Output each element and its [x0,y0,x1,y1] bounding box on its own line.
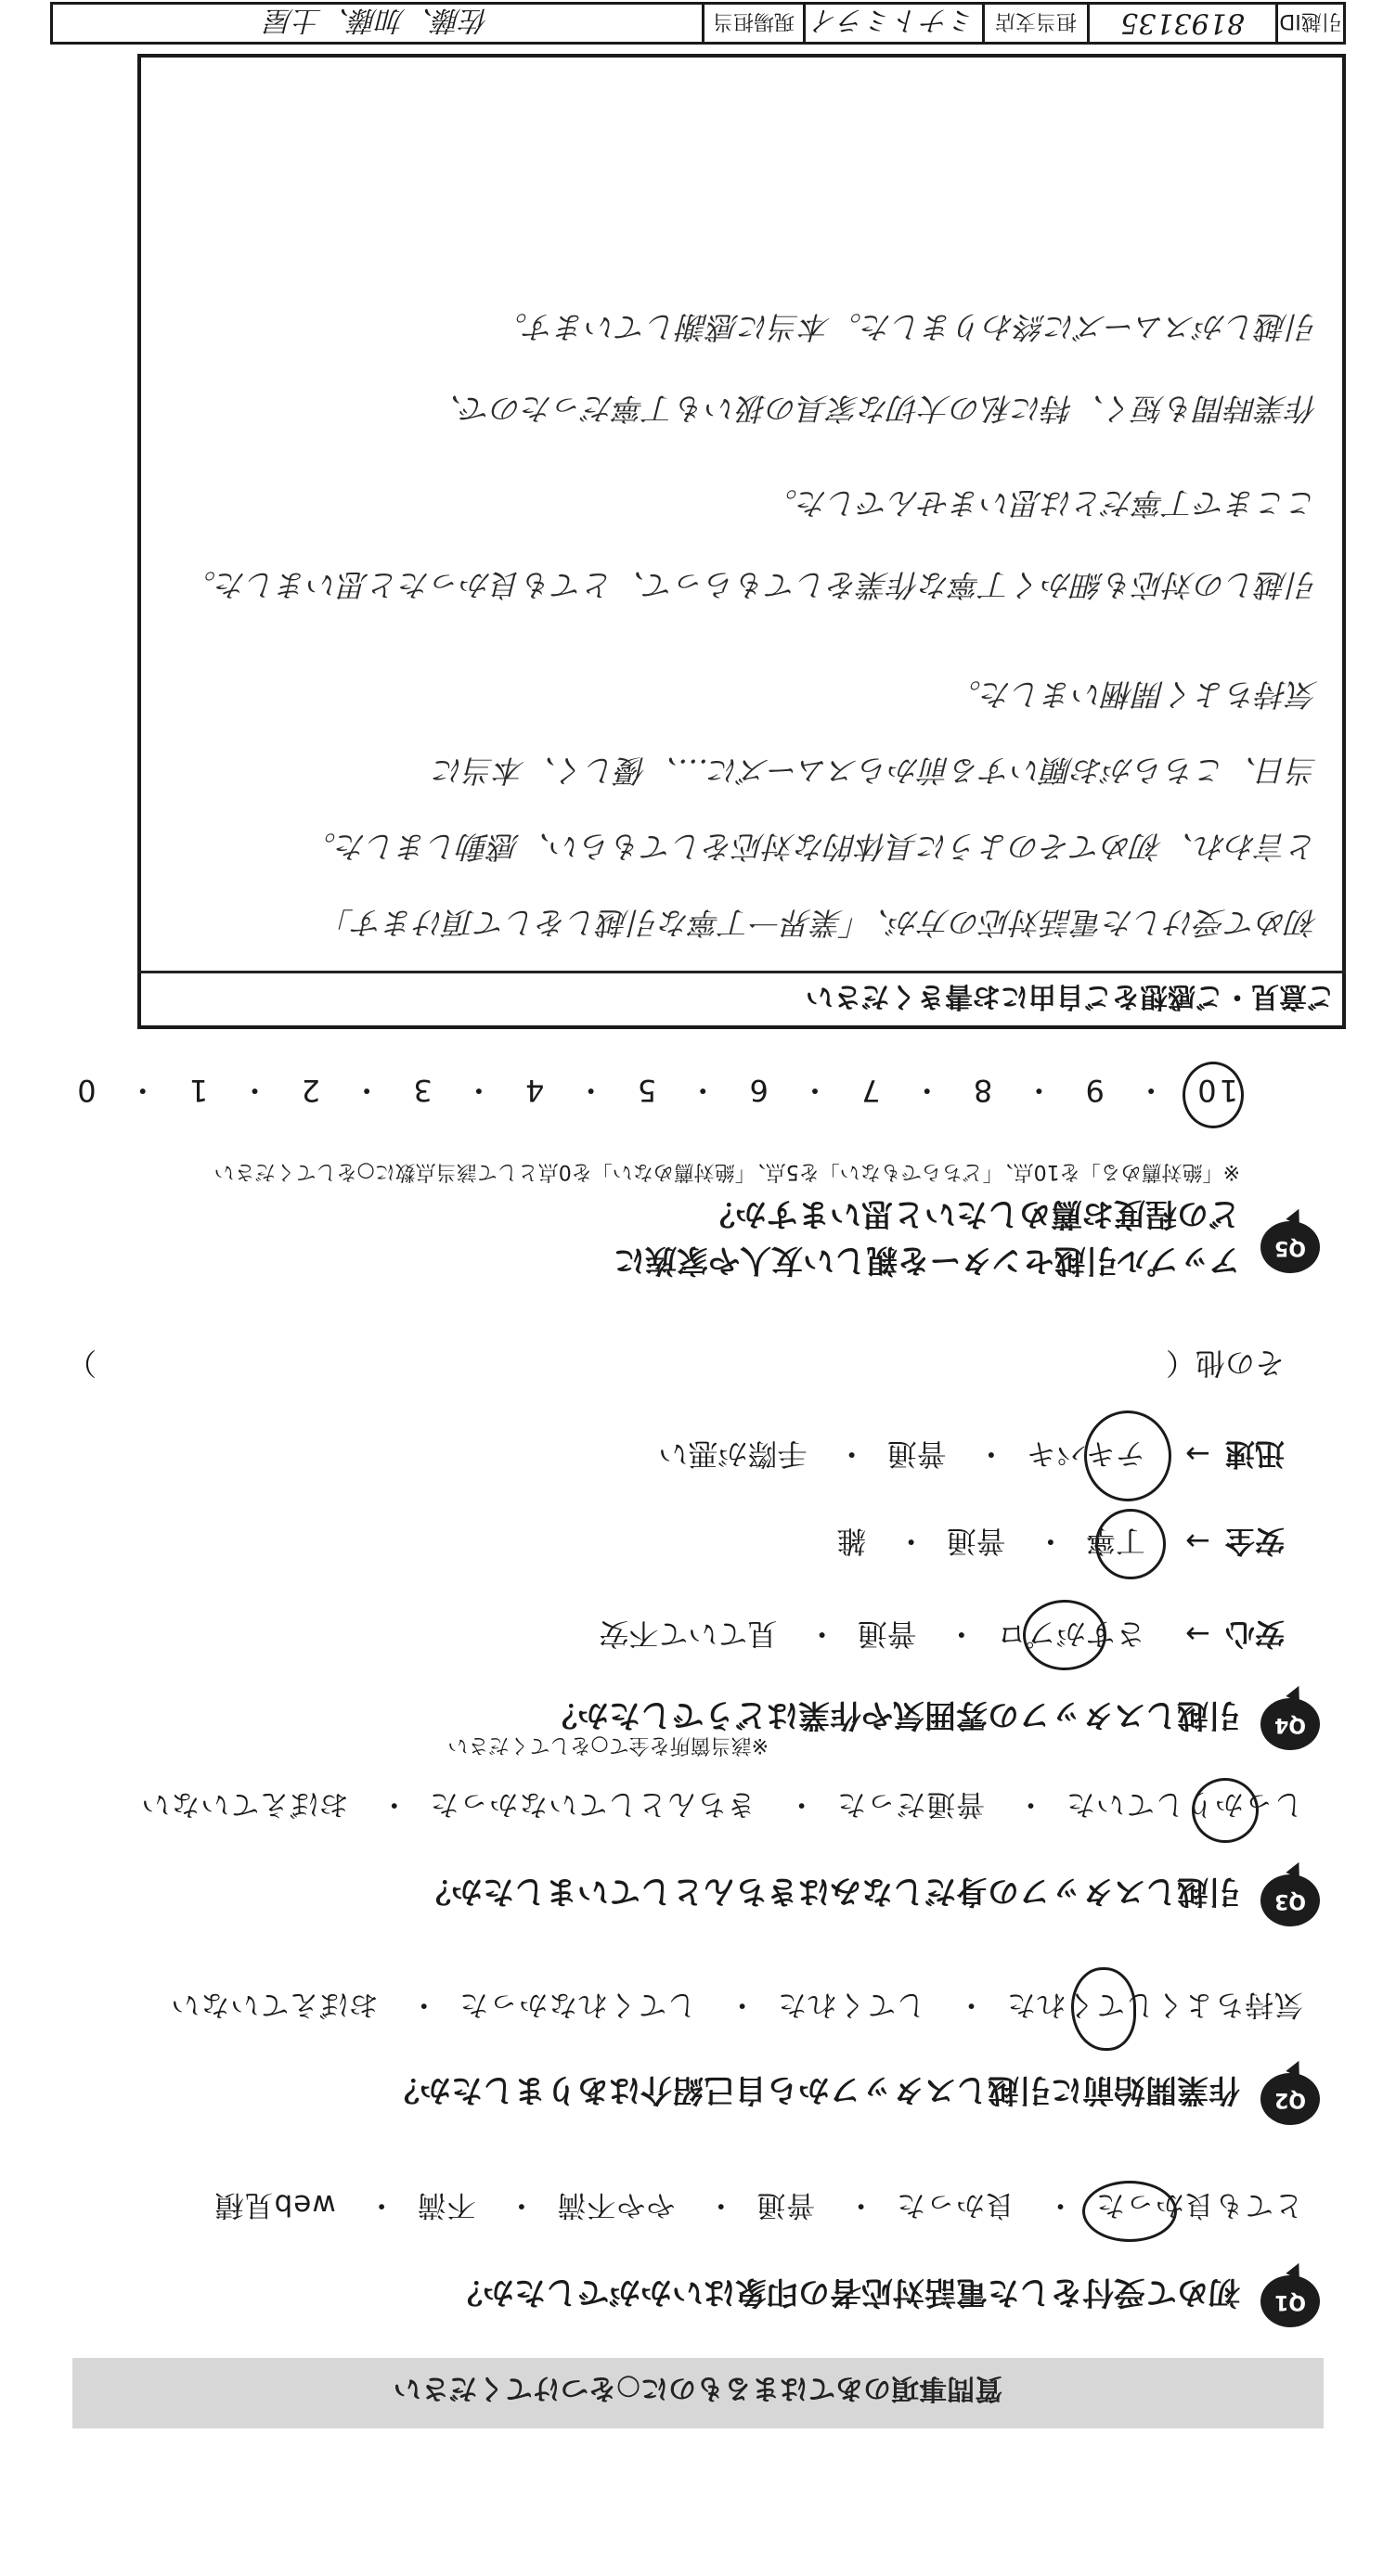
footer-staff-value: 佐藤、加藤、土屋 [265,4,489,36]
q4-option[interactable]: 雑 [836,1524,867,1559]
q1-badge-icon: Q1 [1260,2275,1320,2327]
q4-option[interactable]: 普通 [946,1524,1006,1559]
q1-option[interactable]: 良かった [896,2188,1015,2222]
footer-branch-value: ミナトミライ [803,5,982,42]
q4-row-anshin: 安心→ さすがプロ・ 普通・ 見ていて不安 [599,1615,1285,1657]
q4-other [1166,1344,1285,1386]
comments-header [137,971,1346,1029]
q3-option[interactable]: しっかりしていた [1066,1787,1303,1821]
comment-line: 引越しがスムーズに終わりました。本当に感謝しています。 [496,309,1318,345]
q4-option[interactable]: テキパキ [1026,1436,1145,1472]
footer-id-value: 8193135 [1087,5,1275,42]
q4-other-label: その他（ [1165,1346,1285,1381]
q3-option[interactable]: おぼえていない [140,1787,349,1821]
q4-row-label: 安全 [1224,1524,1285,1559]
q4-note: ※該当箇所を全て○をしてください [447,1733,769,1757]
q3-answer-circle [1192,1778,1259,1843]
q4-anzen-circle [1095,1509,1166,1579]
q4-anshin-circle [1023,1600,1106,1670]
comments-box [137,54,1346,1029]
q5-question-line1: アップル引越センターを親しい友人や家族に [614,1242,1240,1279]
footer-staff-label: 現場担当 [702,5,803,42]
comment-line: 引越しの対応も細かく丁寧な作業をしてもらって、とても良かったと思いました。 [185,567,1318,603]
q1-answer-circle [1082,2181,1177,2242]
comment-line: 当日、こちらがお願いする前からスムーズに…、優しく、本当に [433,753,1318,789]
q4-option[interactable]: 見ていて不安 [599,1616,778,1652]
footer-branch-label: 担当支店 [982,5,1087,42]
instruction-band [72,2358,1324,2428]
q4-option[interactable]: 普通 [886,1436,947,1472]
q4-option[interactable]: 手際が悪い [658,1436,808,1472]
q1-option[interactable]: 不満 [416,2188,476,2222]
q1-option[interactable]: web見積 [213,2188,336,2222]
q4-jinsoku-circle [1084,1410,1171,1501]
q3-option[interactable]: きちんとしていなかった [429,1787,756,1821]
q2-options: 気持ちよくしてくれた・ してくれた・ してくれなかった・ おぼえていない [170,1987,1303,2029]
q2-question: 作業開始前に引越しスタッフから自己紹介はありましたか？ [388,2071,1240,2108]
instruction-text: 質問事項のあてはまるものに○をつけてください [393,2372,1003,2404]
q1-option[interactable]: とても良かった [1095,2188,1303,2222]
q2-option[interactable]: してくれた [777,1988,926,2021]
footer-id-label: 引越ID [1275,5,1343,42]
q4-row-label: 迅速 [1224,1436,1285,1472]
q5-score-scale[interactable]: 10 ・ 9 ・ 8 ・ 7 ・ 6 ・ 5 ・ 4 ・ 3 ・ 2 ・ 1 ・ 0 [74,1073,1238,1108]
q1-question: 初めて受付をした電話対応者の印象はいかがでしたか？ [451,2273,1240,2311]
q3-options: しっかりしていた・ 普通だった・ きちんとしていなかった・ おぼえていない [140,1786,1303,1828]
q4-row-jinsoku: 迅速→ テキパキ・ 普通・ 手際が悪い [658,1435,1285,1477]
q4-option[interactable]: さすがプロ [996,1616,1145,1652]
q4-option[interactable]: 普通 [857,1616,917,1652]
q4-other-close: ） [66,1346,97,1381]
q3-question: 引越しスタッフの身だしなみはきちんとしていましたか？ [420,1873,1240,1910]
comment-line: ここまで丁寧だとは思いませんでした。 [767,485,1318,522]
q5-badge-icon: Q5 [1260,1221,1320,1273]
q5-note: ※「絶対薦める」を10点、「どちらでもない」を5点、「絶対薦めない」を0点として該当点数に○をしてください [213,1160,1240,1183]
q2-badge-icon: Q2 [1260,2073,1320,2125]
q4-option[interactable]: 丁寧 [1085,1524,1145,1559]
q3-badge-icon: Q3 [1260,1874,1320,1926]
q1-options: とても良かった・ 良かった・ 普通・ やや不満・ 不満・ web見積 [214,2187,1303,2229]
q1-option[interactable]: やや不満 [556,2188,676,2222]
q4-question: 引越しスタッフの雰囲気や作業はどうでしたか？ [546,1696,1240,1733]
q2-answer-circle [1071,1967,1136,2051]
comment-line: と言われ、初めてそのように具体的な対応をしてもらい、感動しました。 [305,829,1318,865]
q2-option[interactable]: おぼえていない [170,1988,379,2021]
comment-line: 初めて受けした電話対応の方が、「業界一丁寧な引越しをして頂けます」 [322,905,1318,941]
comments-title: ご意見・ご感想をご自由にお書きください [806,980,1335,1012]
comment-line: 気持ちよく開梱いました。 [950,676,1318,713]
comment-line: 作業時間も短く、特に私の大切な家具の扱いも丁寧だったので、 [431,391,1318,427]
q4-badge-icon: Q4 [1260,1698,1320,1750]
q5-answer-circle [1183,1062,1244,1128]
footer-table [50,2,1346,45]
q4-row-anzen: 安全→ 丁寧・ 普通・ 雑 [836,1522,1285,1565]
q1-option[interactable]: 普通 [756,2188,816,2222]
q2-option[interactable]: してくれなかった [459,1988,697,2021]
q3-option[interactable]: 普通だった [836,1787,986,1821]
q2-option[interactable]: 気持ちよくしてくれた [1006,1988,1303,2021]
q5-question-line2: どの程度お薦めしたいと思いますか？ [704,1195,1240,1232]
q4-row-label: 安心 [1224,1616,1285,1652]
